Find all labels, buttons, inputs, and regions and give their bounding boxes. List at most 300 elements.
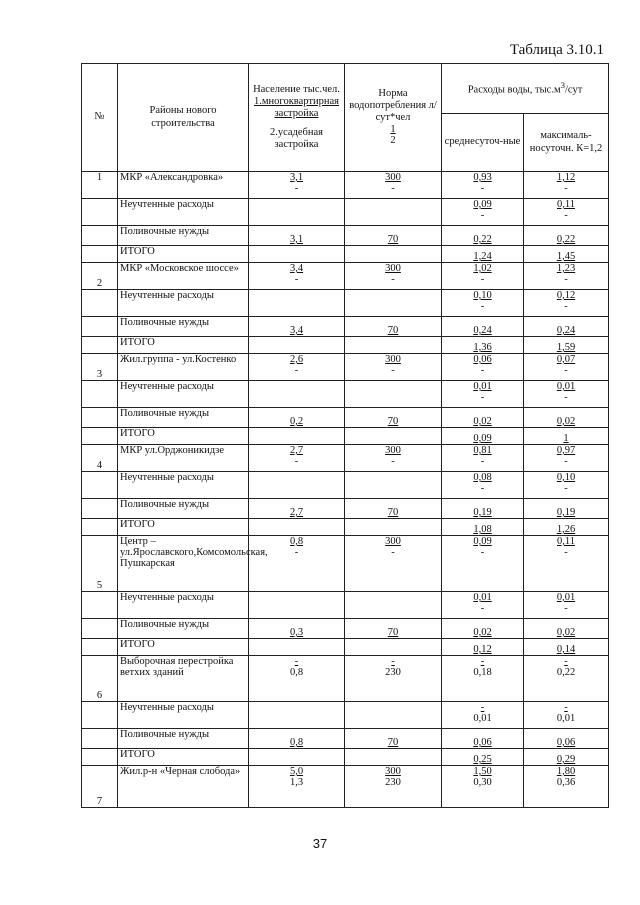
norm-value [345,317,442,337]
value-top: 0,29 [556,754,576,765]
avg-flow-value [442,639,524,656]
table-row [82,592,609,619]
value-top: 0,12 [473,644,492,655]
norm-value [345,619,442,639]
value-top: 1,24 [473,251,492,262]
max-flow-value [524,317,609,337]
table-row [82,408,609,428]
value-top: 0,09 [473,433,492,444]
max-flow-value [524,536,609,592]
value-bottom: - [564,301,568,312]
value-top: 300 [385,354,401,365]
population-value [249,428,345,445]
value-bottom: 1,3 [289,777,304,788]
value-top: 0,14 [556,644,576,655]
norm-value [345,354,442,381]
table-row [82,702,609,729]
avg-flow-value [442,381,524,408]
avg-flow-value [442,519,524,536]
district-name: ИТОГО [118,639,249,656]
value-top: 0,8 [289,737,304,748]
value-top: 70 [387,737,399,748]
row-number [82,499,118,519]
avg-flow-value [442,172,524,199]
norm-value [345,226,442,246]
norm-value [345,592,442,619]
norm-value [345,381,442,408]
value-top: 1,59 [556,342,576,353]
value-top: 0,10 [556,472,576,483]
value-bottom: - [391,183,395,194]
table-row [82,317,609,337]
value-top: 5,0 [289,766,304,777]
table-row [82,729,609,749]
population-value [249,317,345,337]
header-flow-unit: /сут [565,84,583,96]
row-number [82,428,118,445]
value-top: 0,93 [473,172,492,183]
value-top: 0,09 [473,536,492,547]
value-top: 0,09 [473,199,492,210]
value-bottom: - [480,183,485,194]
value-bottom: - [480,547,485,558]
district-name: ИТОГО [118,246,249,263]
max-flow-value [524,337,609,354]
value-bottom: - [480,365,485,376]
table-row [82,519,609,536]
district-name: Неучтенные расходы [118,199,249,226]
district-name: Поливочные нужды [118,499,249,519]
header-avg: среднесуточ-ные [442,114,524,172]
norm-value [345,749,442,766]
max-flow-value [524,408,609,428]
avg-flow-value [442,499,524,519]
value-top: 0,06 [473,354,492,365]
max-flow-value [524,472,609,499]
value-top: 0,12 [556,290,576,301]
header-norm-top: 1 [390,124,396,136]
district-name: Поливочные нужды [118,408,249,428]
table-row [82,656,609,702]
row-number [82,592,118,619]
row-number: 4 [82,445,118,472]
norm-value [345,428,442,445]
value-top: 0,11 [557,536,575,547]
header-max: максималь-носуточн. К=1,2 [524,114,609,172]
max-flow-value [524,290,609,317]
value-bottom: 230 [385,777,401,788]
value-top: 2,7 [289,445,304,456]
norm-value [345,199,442,226]
population-value [249,172,345,199]
avg-flow-value [442,445,524,472]
value-bottom: - [564,210,568,221]
max-flow-value [524,428,609,445]
population-value [249,766,345,808]
max-flow-value [524,263,609,290]
value-bottom: - [480,603,485,614]
value-bottom: - [294,456,299,467]
district-name: Жил.р-н «Черная слобода» [118,766,249,808]
avg-flow-value [442,226,524,246]
max-flow-value [524,729,609,749]
value-bottom: - [564,547,568,558]
value-top: 1 [563,433,569,444]
value-top: 1,45 [556,251,576,262]
value-top: - [564,702,568,713]
population-value [249,199,345,226]
value-top: 2,6 [289,354,304,365]
district-name: ИТОГО [118,749,249,766]
max-flow-value [524,226,609,246]
value-top: 300 [385,536,401,547]
district-name: Поливочные нужды [118,226,249,246]
value-top: 1,80 [556,766,576,777]
norm-value [345,472,442,499]
population-value [249,381,345,408]
value-bottom: - [564,274,568,285]
row-number [82,226,118,246]
district-name: Центр – ул.Ярославского,Комсомольская, Пушкарская [118,536,249,592]
row-number [82,619,118,639]
table-row [82,499,609,519]
row-number [82,337,118,354]
max-flow-value [524,499,609,519]
value-bottom: - [294,365,299,376]
row-number [82,472,118,499]
norm-value [345,263,442,290]
header-population-line1: Население тыс.чел. [253,84,340,96]
table-row [82,172,609,199]
norm-value [345,729,442,749]
row-number [82,317,118,337]
population-value [249,290,345,317]
norm-value [345,499,442,519]
district-name: Жил.группа - ул.Костенко [118,354,249,381]
value-bottom: - [294,547,299,558]
header-flow [442,64,609,114]
max-flow-value [524,246,609,263]
table-row [82,354,609,381]
value-top: 3,1 [289,172,304,183]
value-top: 70 [387,507,399,518]
value-bottom: - [564,183,568,194]
page-number: 37 [312,836,328,851]
norm-value [345,445,442,472]
header-population-line2: 1.многоквартирная застройка [254,96,339,120]
avg-flow-value [442,766,524,808]
population-value [249,749,345,766]
value-top: 2,7 [289,507,304,518]
value-top: 0,97 [556,445,576,456]
table-row [82,472,609,499]
district-name: МКР ул.Орджоникидзе [118,445,249,472]
value-top: 0,07 [556,354,576,365]
value-bottom: - [480,483,485,494]
avg-flow-value [442,317,524,337]
value-top: 3,4 [289,263,304,274]
population-value [249,729,345,749]
table-row [82,428,609,445]
norm-value [345,766,442,808]
population-value [249,337,345,354]
row-number [82,519,118,536]
value-top: 3,4 [289,325,304,336]
value-bottom: - [564,603,568,614]
value-top: 3,1 [289,234,304,245]
norm-value [345,536,442,592]
header-norm-bot: 2 [390,135,396,147]
max-flow-value [524,381,609,408]
value-top: 1,02 [473,263,492,274]
max-flow-value [524,619,609,639]
district-name: Неучтенные расходы [118,290,249,317]
value-bottom: 0,18 [473,667,492,678]
header-norm-fraction [390,124,395,146]
max-flow-value [524,702,609,729]
header-num: № [82,64,118,172]
table-row [82,381,609,408]
value-top: 0,3 [289,627,304,638]
header-district: Районы нового строительства [118,64,249,172]
district-name: Поливочные нужды [118,317,249,337]
value-top: 70 [387,627,399,638]
value-top: - [564,656,568,667]
row-number [82,199,118,226]
population-value [249,445,345,472]
value-top: 0,01 [473,592,492,603]
value-top: 0,22 [556,234,576,245]
population-value [249,519,345,536]
district-name: МКР «Московское шоссе» [118,263,249,290]
table-row [82,226,609,246]
value-top: 0,19 [556,507,576,518]
avg-flow-value [442,749,524,766]
value-top: 0,06 [473,737,492,748]
value-top: 300 [385,445,401,456]
row-number [82,639,118,656]
value-bottom: 0,30 [473,777,492,788]
population-value [249,354,345,381]
norm-value [345,408,442,428]
district-name: МКР «Александровка» [118,172,249,199]
value-top: 0,11 [557,199,575,210]
max-flow-value [524,519,609,536]
value-top: 0,19 [473,507,492,518]
population-value [249,639,345,656]
value-top: 0,25 [473,754,492,765]
row-number: 3 [82,354,118,381]
table-row [82,749,609,766]
max-flow-value [524,749,609,766]
avg-flow-value [442,619,524,639]
header-population-line3: 2.усадебная застройка [269,126,324,150]
population-value [249,656,345,702]
population-value [249,536,345,592]
table-row [82,766,609,808]
district-name: Неучтенные расходы [118,592,249,619]
district-name: Неучтенные расходы [118,381,249,408]
avg-flow-value [442,199,524,226]
value-top: 0,24 [556,325,576,336]
avg-flow-value [442,290,524,317]
row-number: 6 [82,656,118,702]
value-top: 0,06 [556,737,576,748]
norm-value [345,246,442,263]
district-name: Неучтенные расходы [118,472,249,499]
value-bottom: - [294,274,299,285]
value-top: 0,81 [473,445,492,456]
value-bottom: - [391,274,395,285]
row-number: 2 [82,263,118,290]
avg-flow-value [442,354,524,381]
value-bottom: - [480,210,485,221]
population-value [249,592,345,619]
avg-flow-value [442,263,524,290]
value-bottom: - [564,365,568,376]
value-top: 300 [385,263,401,274]
avg-flow-value [442,702,524,729]
value-top: 0,02 [556,627,576,638]
value-bottom: 0,01 [556,713,576,724]
value-bottom: 0,36 [556,777,576,788]
value-top: - [480,656,485,667]
value-bottom: 0,22 [556,667,576,678]
table-row [82,199,609,226]
norm-value [345,337,442,354]
value-top: 0,01 [473,381,492,392]
table-row [82,263,609,290]
value-top: - [480,702,485,713]
value-bottom: 230 [385,667,401,678]
value-bottom: 0,01 [473,713,492,724]
value-top: 0,22 [473,234,492,245]
norm-value [345,639,442,656]
row-number: 5 [82,536,118,592]
value-top: 0,08 [473,472,492,483]
norm-value [345,519,442,536]
value-top: 1,23 [556,263,576,274]
population-value [249,499,345,519]
value-top: 0,01 [556,381,576,392]
header-population [249,64,345,172]
value-bottom: - [294,183,299,194]
district-name: Поливочные нужды [118,619,249,639]
max-flow-value [524,766,609,808]
max-flow-value [524,639,609,656]
value-bottom: - [564,456,568,467]
header-norm-line1: Норма водопотребления л/сут*чел [349,87,437,123]
avg-flow-value [442,729,524,749]
max-flow-value [524,199,609,226]
avg-flow-value [442,428,524,445]
value-top: 0,10 [473,290,492,301]
table-row [82,290,609,317]
value-bottom: - [480,301,485,312]
table-row [82,536,609,592]
value-top: 0,02 [473,627,492,638]
avg-flow-value [442,246,524,263]
header-flow-sup: 3 [560,80,565,91]
district-name: Выборочная перестройка ветхих зданий [118,656,249,702]
table-row [82,639,609,656]
value-bottom: - [480,274,485,285]
table-caption: Таблица 3.10.1 [509,42,604,58]
row-number [82,408,118,428]
avg-flow-value [442,472,524,499]
value-top: 70 [387,416,399,427]
value-top: 1,50 [473,766,492,777]
avg-flow-value [442,536,524,592]
max-flow-value [524,172,609,199]
table-row [82,445,609,472]
avg-flow-value [442,337,524,354]
value-top: 70 [387,234,399,245]
max-flow-value [524,354,609,381]
table-row [82,246,609,263]
norm-value [345,702,442,729]
value-bottom: - [391,456,395,467]
value-bottom: - [480,392,485,403]
row-number [82,246,118,263]
value-bottom: - [480,456,485,467]
population-value [249,246,345,263]
value-bottom: 0,8 [289,667,304,678]
district-name: ИТОГО [118,519,249,536]
avg-flow-value [442,656,524,702]
avg-flow-value [442,408,524,428]
row-number [82,749,118,766]
population-value [249,619,345,639]
value-top: 1,26 [556,524,576,535]
district-name: Неучтенные расходы [118,702,249,729]
value-top: 0,02 [556,416,576,427]
value-top: 300 [385,766,401,777]
value-bottom: - [564,483,568,494]
value-top: 0,01 [556,592,576,603]
norm-value [345,656,442,702]
header-norm [345,64,442,172]
population-value [249,226,345,246]
value-bottom: - [391,365,395,376]
value-top: 1,36 [473,342,492,353]
population-value [249,408,345,428]
row-number: 1 [82,172,118,199]
max-flow-value [524,592,609,619]
value-bottom: - [391,547,395,558]
norm-value [345,172,442,199]
max-flow-value [524,656,609,702]
row-number: 7 [82,766,118,808]
water-consumption-table [81,63,609,808]
row-number [82,290,118,317]
value-top: - [391,656,395,667]
value-top: 300 [385,172,401,183]
district-name: Поливочные нужды [118,729,249,749]
value-bottom: - [564,392,568,403]
value-top: 1,12 [556,172,576,183]
population-value [249,263,345,290]
row-number [82,702,118,729]
district-name: ИТОГО [118,428,249,445]
population-value [249,472,345,499]
value-top: 0,02 [473,416,492,427]
value-top: - [294,656,299,667]
header-flow-title: Расходы воды, тыс.м [467,84,561,96]
population-value [249,702,345,729]
row-number [82,381,118,408]
table-row [82,337,609,354]
